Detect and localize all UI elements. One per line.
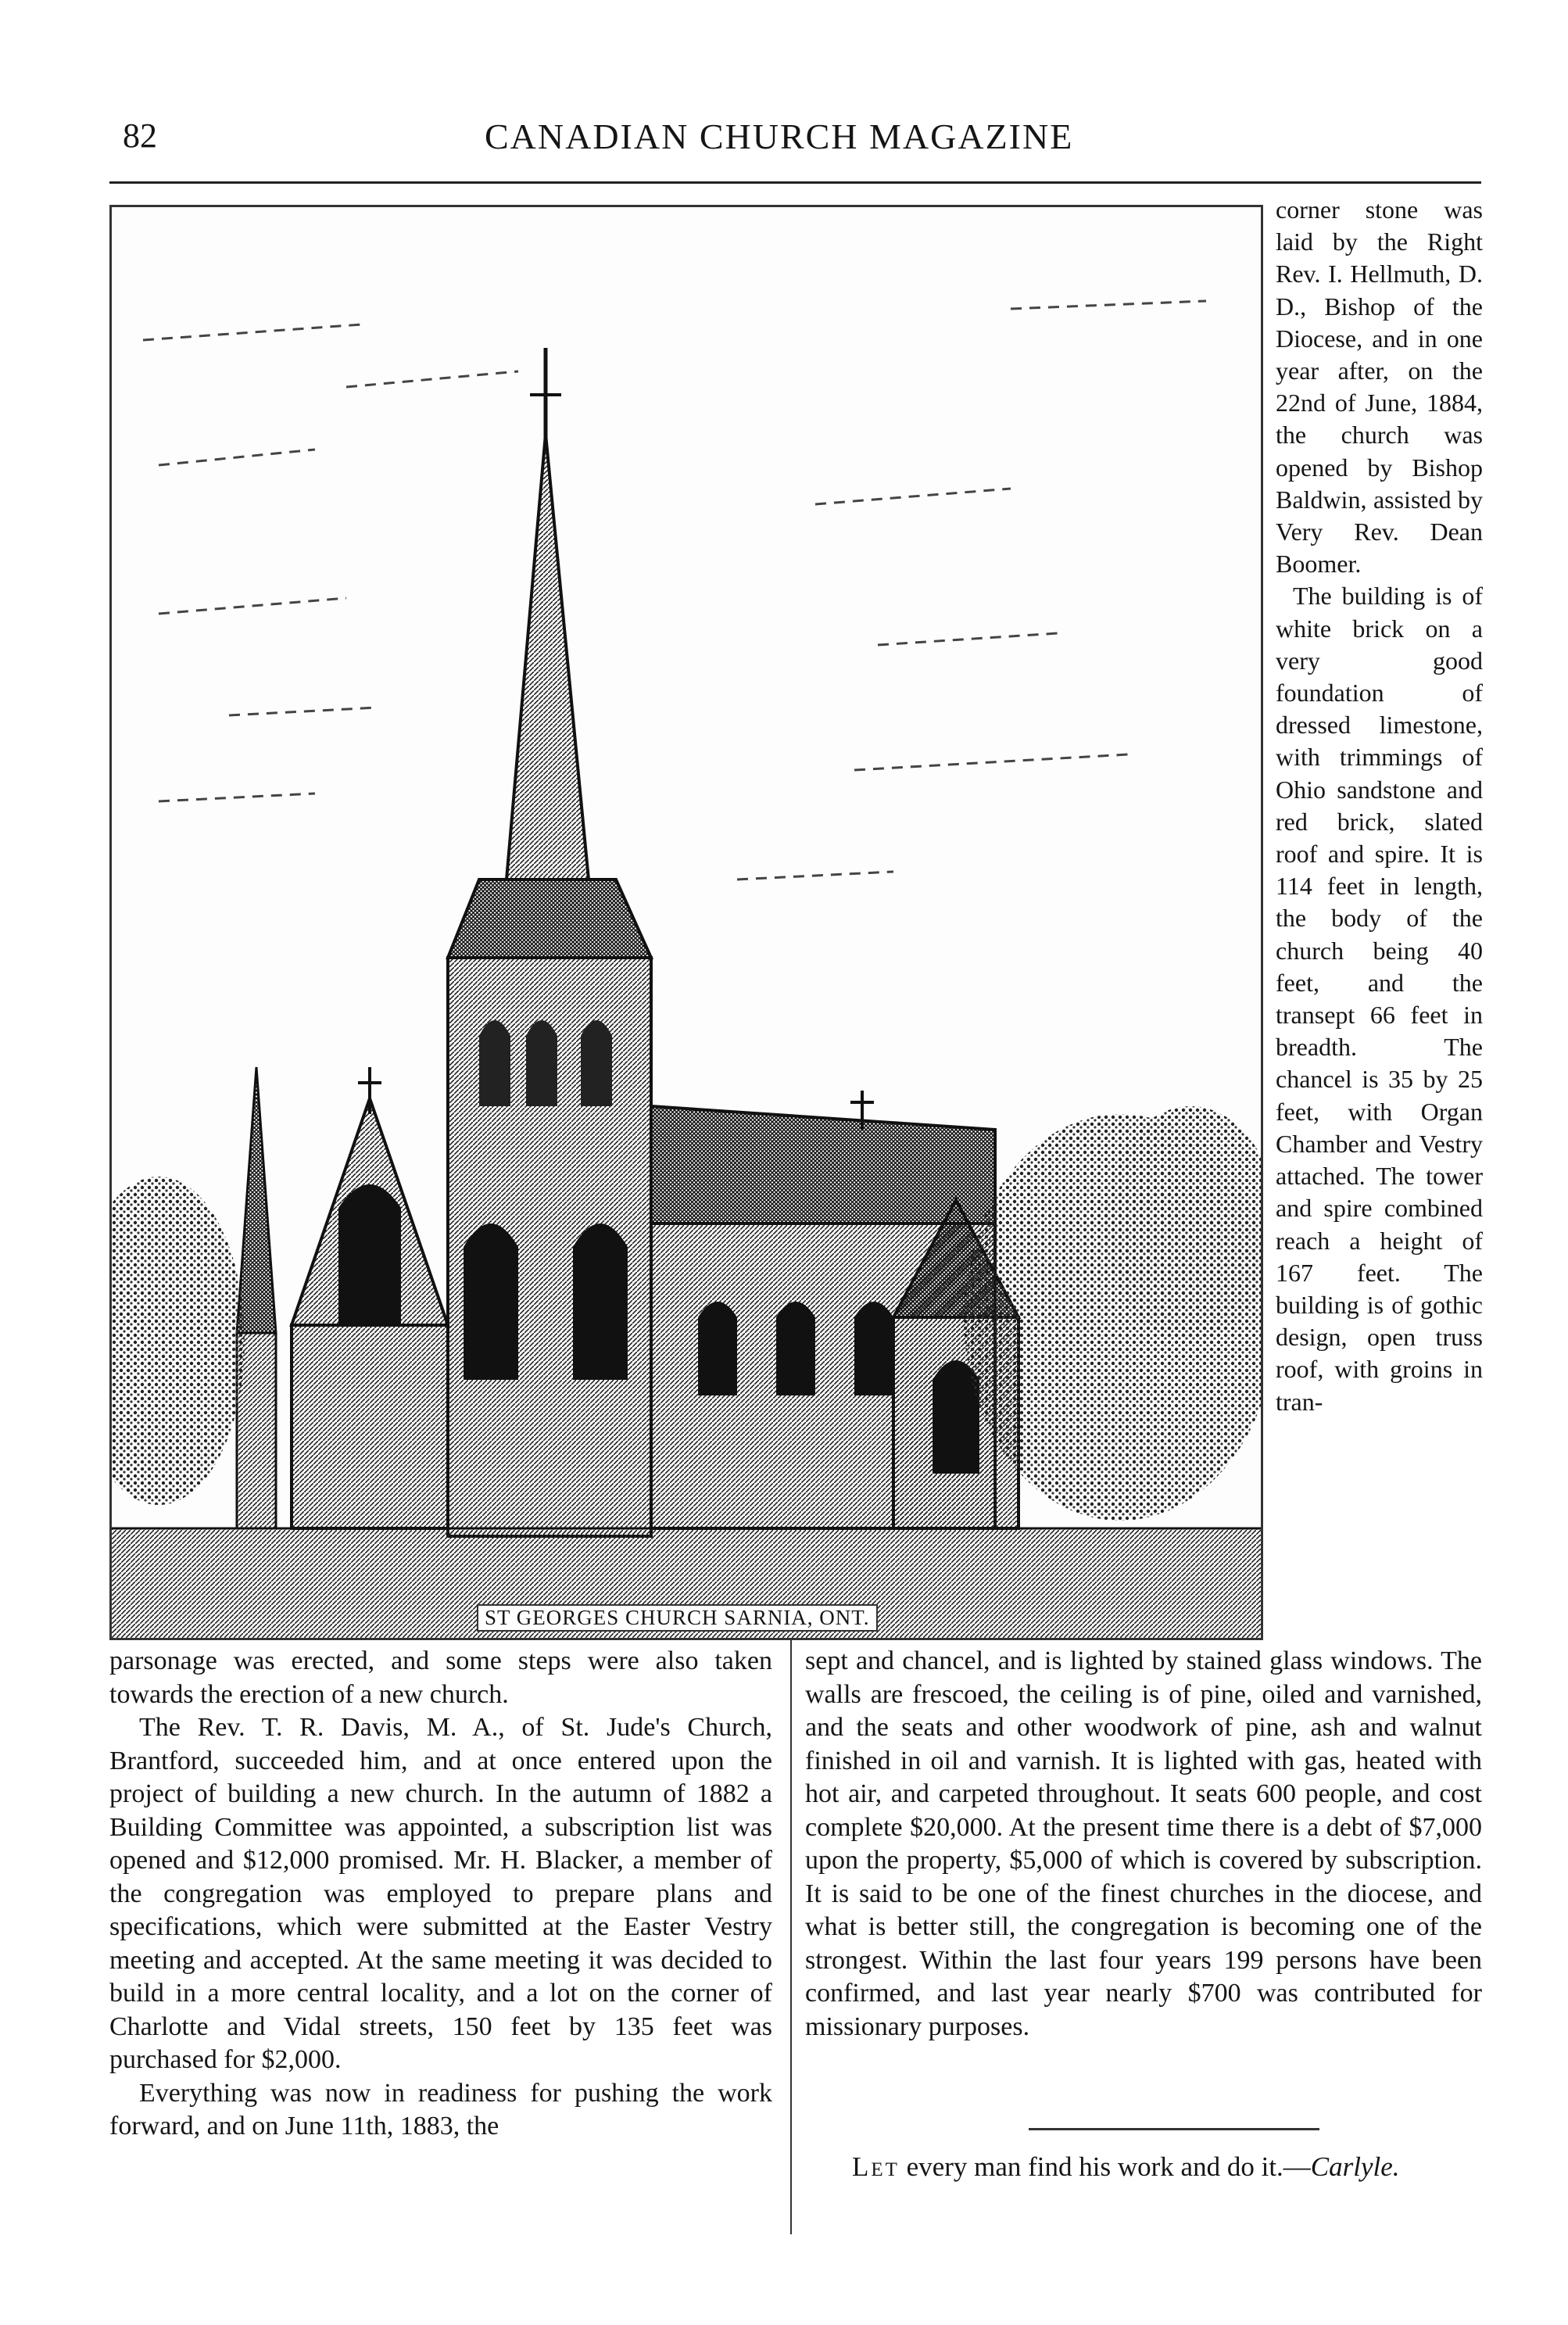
left-paragraph-3: Everything was now in readiness for pushing the work forward, and on June 11th, 1883, the (109, 2078, 772, 2141)
quote-text: every man find his work and do it.— (899, 2151, 1311, 2182)
wrap-paragraph-1: corner stone was laid by the Right Rev. I. Hellmuth, D. D., Bishop of the Diocese, and in one year after, on the 22nd of June, 1884, the church was opened by Bishop Baldwin, assisted by Very Rev. Dean Boomer. (1276, 195, 1483, 579)
magazine-title: CANADIAN CHURCH MAGAZINE (485, 116, 1074, 156)
quote-lead: Let (852, 2151, 900, 2182)
left-column (109, 1645, 772, 2144)
figure-caption: ST GEORGES CHURCH SARNIA, ONT. (477, 1604, 878, 1632)
church-illustration (109, 205, 1263, 1640)
page-number: 82 (123, 116, 157, 155)
quote-author: Carlyle. (1310, 2151, 1400, 2182)
wrap-column (1276, 194, 1483, 1418)
left-paragraph-1: parsonage was erected, and some steps were also taken towards the erection of a new church. (109, 1646, 772, 1709)
church-engraving-icon (112, 207, 1261, 1638)
closing-quote (852, 2151, 1477, 2183)
wrap-paragraph-2: The building is of white brick on a very good foundation of dressed limestone, with trimmings of Ohio sandstone and red brick, slated roof and spire. It is 114 feet in length, the body of the church being 40 feet, and the transept 66 feet in breadth. The chancel is 35 by 25 feet, with Organ Chamber and Vestry attached. The tower and spire combined reach a height of 167 feet. The building is of gothic design, open truss roof, with groins in tran- (1276, 582, 1483, 1416)
header-rule (109, 181, 1481, 184)
right-paragraph-1: sept and chancel, and is lighted by stained glass windows. The walls are frescoed, the ceiling is of pine, oiled and varnished, and the seats and other woodwork of pine, ash and walnut finished in oil and varnish. It is lighted with gas, heated with hot air, and carpeted throughout. It seats 600 people, and cost complete $20,000. At the present time there is a debt of $7,000 upon the property, $5,000 of which is covered by subscription. It is said to be one of the finest churches in the diocese, and what is better still, the congregation is becoming one of the strongest. Within the last four years 199 persons have been confirmed, and last year nearly $700 was contributed for missionary purposes. (805, 1646, 1482, 2041)
right-column (805, 1645, 1482, 2044)
separator-rule (1029, 2128, 1319, 2130)
left-paragraph-2: The Rev. T. R. Davis, M. A., of St. Jude's Church, Brantford, succeeded him, and at once entered upon the project of building a new church. In the autumn of 1882 a Building Committee was appointed, a subscription list was opened and $12,000 promised. Mr. H. Blacker, a member of the congregation was employed to prepare plans and specifications, which were submitted at the Easter Vestry meeting and accepted. At the same meeting it was decided to build in a more central locality, and a lot on the corner of Charlotte and Vidal streets, 150 feet by 135 feet was purchased for $2,000. (109, 1713, 772, 2074)
column-divider (790, 1640, 792, 2234)
